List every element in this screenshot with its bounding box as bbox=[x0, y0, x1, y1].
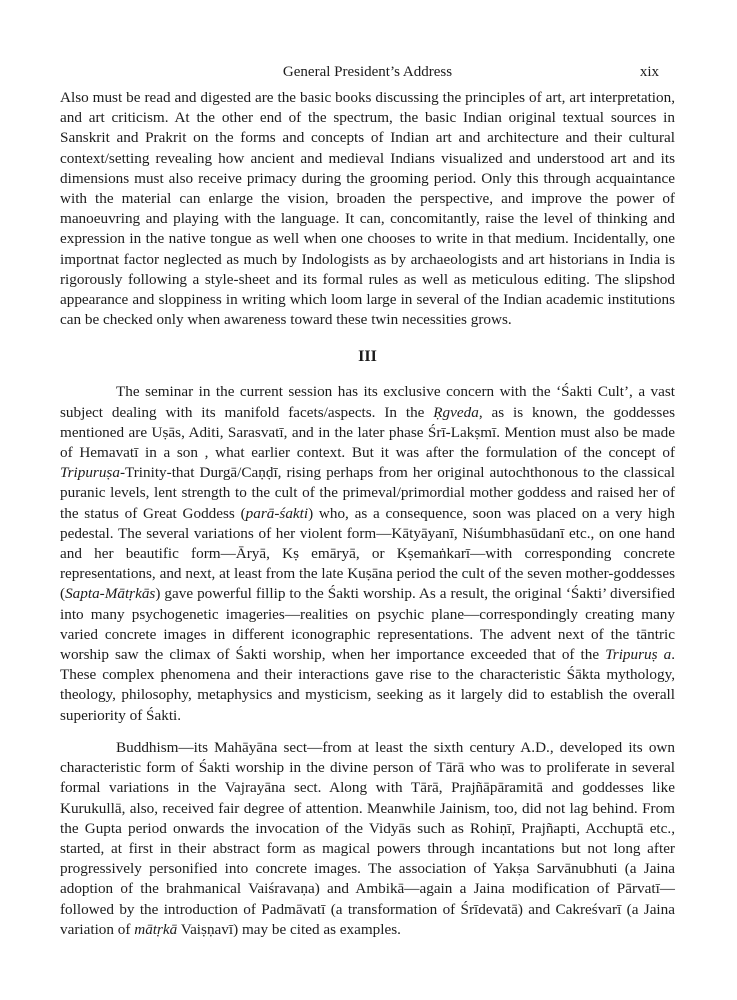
term-sapta-matrkas: Sapta-Mātṛkās bbox=[65, 585, 156, 603]
term-tripurusa: Tripuruṣa bbox=[60, 464, 120, 482]
paragraph-gap bbox=[60, 726, 675, 738]
body-text bbox=[60, 88, 675, 940]
section-heading: III bbox=[358, 348, 377, 366]
paragraph-text-segment: The seminar in the current session has its exclusive concern with the ‘Śakti Cult’, a vast subject dealing with its manifold facets/aspects. In the bbox=[60, 383, 675, 421]
running-title: General President’s Address bbox=[282, 64, 453, 80]
paragraph-text-segment: ) gave powerful fillip to the Śakti worship. As a result, the original ‘Śakti’ diversified into many psychogenetic imageries—realities on psychic plane—correspondingly creating many varied concrete images in different iconographic representations. The advent next of the tāntric worship saw the climax of Śakti worship, when her importance exceeded that of the bbox=[60, 585, 675, 664]
term-matrka: mātṛkā bbox=[134, 920, 178, 938]
paragraph-art-criticism: Also must be read and digested are the basic books discussing the principles of art, art interpretation, and art criticism. At the other end of the spectrum, the basic Indian original textual sources in Sanskrit and Prakrit on the forms and concepts of Indian art and architecture and their cultural context/setting revealing how ancient and medieval Indians visualized and understood art and its dimensions must also receive primacy during the grooming period. Only this through acquaintance with the material can enlarge the vision, broaden the perspective, and improve the power of manoeuvring and playing with the language. It can, concomitantly, raise the level of thinking and expression in the native tongue as well when one chooses to write in that medium. Incidentally, one importnat factor neglected as much by Indologists as by archaeologists and art historians in India is rigorously following a style-sheet and its formal rules as well as meticulous editing. The slipshod appearance and sloppiness in writing which loom large in several of the Indian academic institutions can be checked only when awareness toward these twin necessities grows. bbox=[60, 89, 675, 329]
term-rgveda: Ṛgveda bbox=[433, 403, 479, 421]
paragraph-text-segment: -Trinity-that Durgā/Caṇḍī, rising perhaps from her original autochthonous to the classical puranic levels, lent strength to the cult of the primeval/primordial mother goddess and raised her of the status of Great Goddess ( bbox=[60, 464, 675, 522]
paragraph-text-segment: Buddhism—its Mahāyāna sect—from at least the sixth century A.D., developed its own characteristic form of Śakti worship in the divine person of Tārā who was to proliferate in several formal variations in the Vajrayāna sect. Along with Tārā, Prajñāpāramitā and goddesses like Kurukullā, also, received fair degree of attention. Meanwhile Jainism, too, did not lag behind. From the Gupta period onwards the invocation of the Vidyās such as Rohiṇī, Prajñapti, Acchuptā etc., started, at first in their abstract form as magical powers through incantations but not long after progressively personified into concrete images. The association of Yakṣa Sarvānubhuti (a Jaina adoption of the brahmanical Vaiśravaṇa) and Ambikā—again a Jaina modification of Pārvatī—followed by the introduction of Padmāvatī (a transformation of Śrīdevatā) and Cakreśvarī (a Jaina variation of bbox=[60, 738, 675, 938]
term-tripurusa-2: Tripuruṣ a bbox=[605, 646, 672, 664]
paragraph-text-segment: Vaiṣṇavī) may be cited as examples. bbox=[177, 920, 401, 938]
paragraph-text-segment: , as is known, the goddesses mentioned are Uṣās, Aditi, Sarasvatī, and in the later phase Śrī-Lakṣmī. Mention must also be made of Hemavatī in a son , what earlier context. But it was after the formulation of the concept of bbox=[60, 403, 675, 462]
page-number: xix bbox=[639, 64, 659, 80]
paragraph-text-segment: ) who, as a consequence, soon was placed on a very high pedestal. The several variations of her violent form—Kātyāyanī, Niśumbhasūdanī etc., on one hand and her beautific form—Āryā, Kṣ emāryā, or Kṣemaṅkarī—with corresponding concrete representations, and next, at least from the late Kuṣāna period the cult of the seven mother-goddesses ( bbox=[60, 504, 675, 603]
paragraph-text-segment: . These complex phenomena and their interactions gave rise to the characteristic Śākta mythology, theology, philosophy, metaphysics and mysticism, seeking as it largely did to establish the overall superiority of Śakti. bbox=[60, 646, 675, 724]
paragraph-sakti-cult bbox=[60, 382, 675, 725]
running-header bbox=[60, 62, 675, 82]
paragraph-buddhism-jainism bbox=[60, 738, 675, 940]
term-para-sakti: parā-śakti bbox=[245, 504, 309, 522]
